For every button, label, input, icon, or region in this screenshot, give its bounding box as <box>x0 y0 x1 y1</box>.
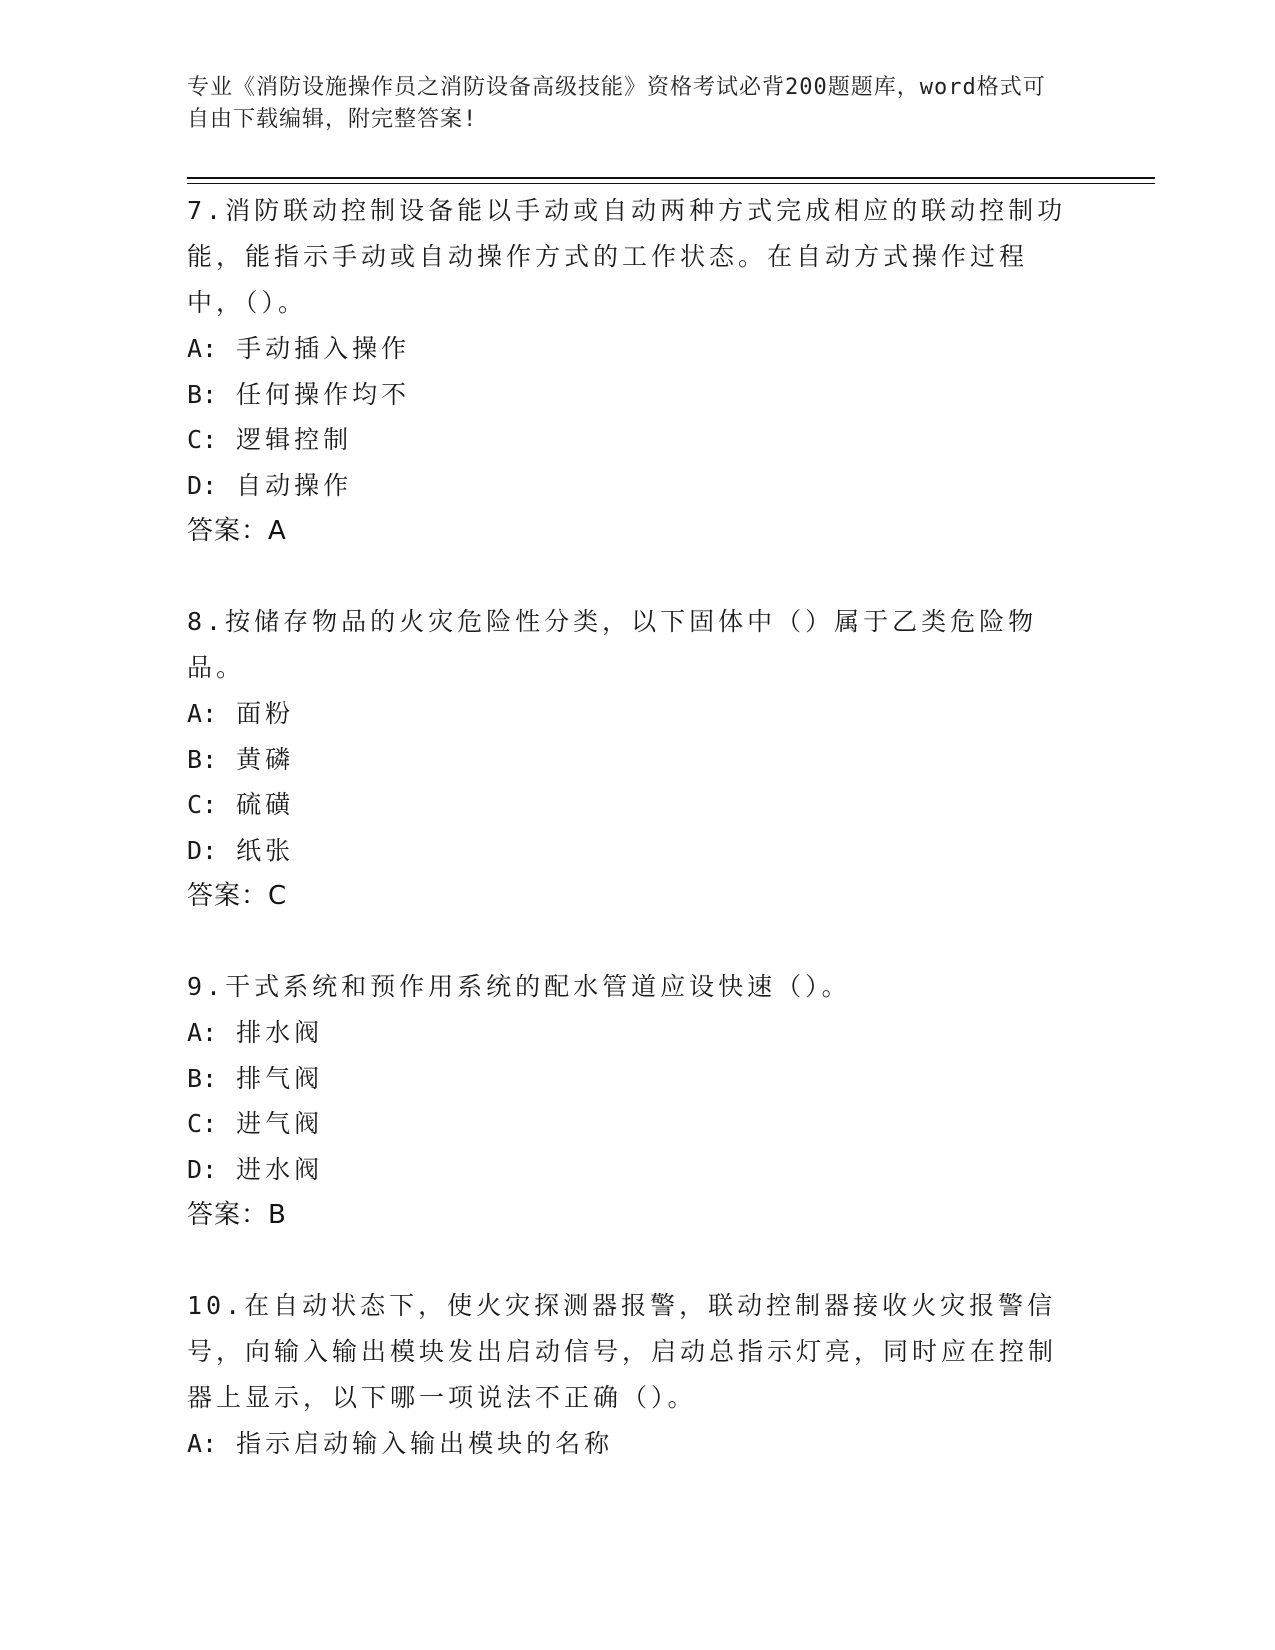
answer: 答案：B <box>187 1200 287 1230</box>
option-c <box>187 1101 1077 1147</box>
option-d <box>187 463 1077 509</box>
option-text: 进水阀 <box>236 1154 324 1184</box>
question-stem: 9.干式系统和预作用系统的配水管道应设快速（）。 <box>187 972 851 1001</box>
question-8 <box>187 599 1077 919</box>
question-stem: 7.消防联动控制设备能以手动或自动两种方式完成相应的联动控制功能，能指示手动或自动操作方式的工作状态。在自动方式操作过程中，（）。 <box>187 196 1067 317</box>
option-text: 进气阀 <box>236 1109 324 1138</box>
option-a <box>187 691 1077 737</box>
option-text: 自动操作 <box>236 470 353 500</box>
option-key: D: <box>187 470 218 500</box>
option-text: 逻辑控制 <box>236 425 353 454</box>
option-b <box>187 372 1077 418</box>
question-stem: 10.在自动状态下，使火灾探测器报警，联动控制器接收火灾报警信号，向输入输出模块发出启动信号，启动总指示灯亮，同时应在控制器上显示，以下哪一项说法不正确（）。 <box>187 1291 1058 1412</box>
option-key: C: <box>187 425 218 454</box>
document-header: 专业《消防设施操作员之消防设备高级技能》资格考试必背200题题库，word格式可自由下载编辑，附完整答案! <box>187 75 1046 132</box>
option-key: A: <box>187 1018 218 1047</box>
option-key: C: <box>187 790 218 819</box>
answer: 答案：A <box>187 516 287 546</box>
option-key: C: <box>187 1109 218 1138</box>
question-stem: 8.按储存物品的火灾危险性分类，以下固体中（）属于乙类危险物品。 <box>187 607 1038 682</box>
question-list <box>187 188 1077 1467</box>
option-key: B: <box>187 379 218 409</box>
option-key: D: <box>187 1154 218 1184</box>
option-key: A: <box>187 1429 218 1458</box>
option-text: 硫磺 <box>236 790 295 819</box>
question-9 <box>187 964 1077 1238</box>
option-key: A: <box>187 334 218 363</box>
option-d <box>187 828 1077 874</box>
option-text: 手动插入操作 <box>236 334 411 363</box>
option-c <box>187 417 1077 463</box>
option-text: 黄磷 <box>236 744 295 774</box>
option-key: B: <box>187 1063 218 1093</box>
spacer <box>187 554 1077 599</box>
header-rule-thick <box>187 177 1155 179</box>
spacer <box>187 1238 1077 1283</box>
option-a <box>187 1421 1077 1467</box>
option-a <box>187 1010 1077 1056</box>
option-text: 面粉 <box>236 699 295 728</box>
answer: 答案：C <box>187 881 288 911</box>
header-rule-thin <box>187 183 1155 184</box>
option-text: 排气阀 <box>236 1063 324 1093</box>
option-text: 纸张 <box>236 835 295 865</box>
option-d <box>187 1147 1077 1193</box>
option-text: 任何操作均不 <box>236 379 411 409</box>
option-text: 排水阀 <box>236 1018 324 1047</box>
question-7 <box>187 188 1077 554</box>
option-b <box>187 737 1077 783</box>
option-key: A: <box>187 699 218 728</box>
question-10 <box>187 1283 1077 1467</box>
option-text: 指示启动输入输出模块的名称 <box>236 1429 614 1458</box>
spacer <box>187 919 1077 964</box>
option-a <box>187 326 1077 372</box>
option-b <box>187 1056 1077 1102</box>
option-key: D: <box>187 835 218 865</box>
option-key: B: <box>187 744 218 774</box>
option-c <box>187 782 1077 828</box>
